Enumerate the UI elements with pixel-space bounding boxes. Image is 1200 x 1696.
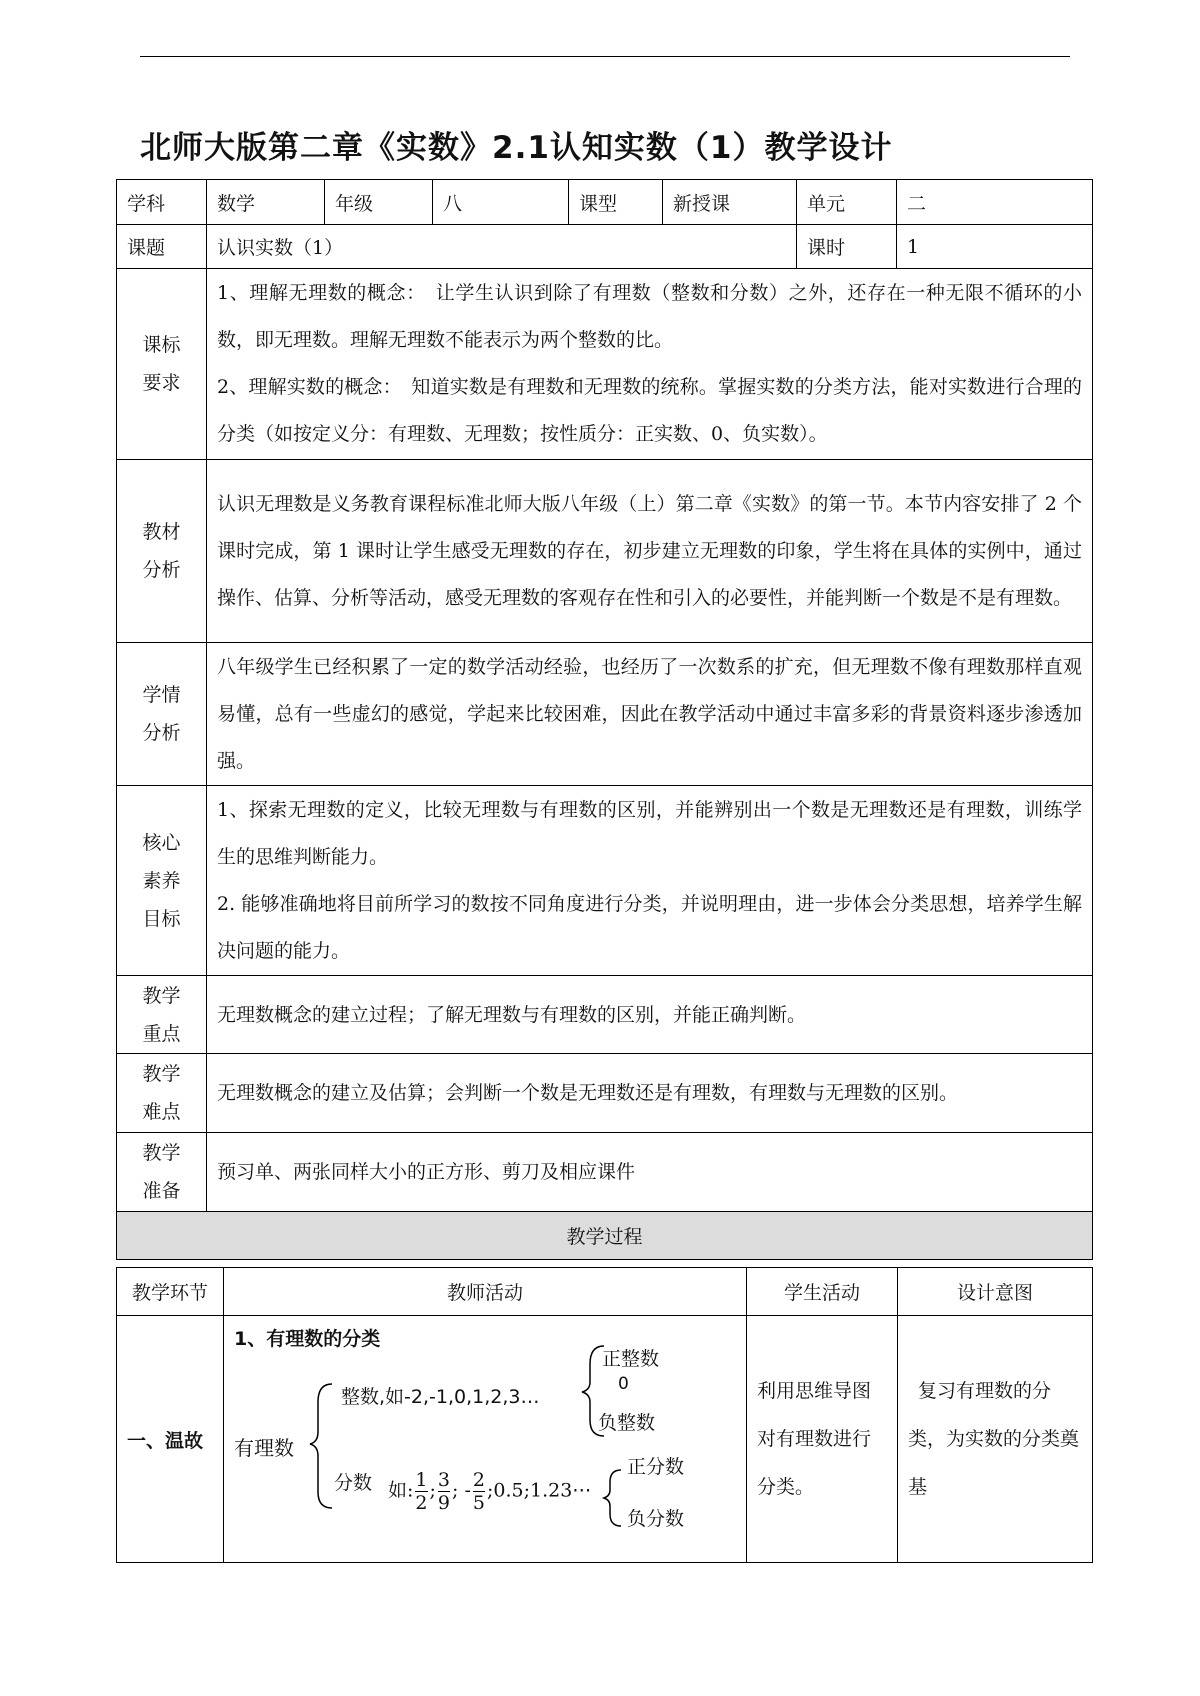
key-content: 无理数概念的建立过程；了解无理数与有理数的区别，并能正确判断。 (207, 976, 1093, 1054)
type-label: 课型 (569, 180, 663, 225)
difficulty-row (117, 1054, 1093, 1133)
textbook-row (117, 460, 1093, 643)
col-teacher: 教师活动 (224, 1268, 747, 1316)
student-activity-review: 利用思维导图对有理数进行分类。 (747, 1316, 898, 1563)
curriculum-row (117, 269, 1093, 460)
textbook-content: 认识无理数是义务教育课程标准北师大版八年级（上）第二章《实数》的第一节。本节内容安排了 2 个课时完成，第 1 课时让学生感受无理数的存在，初步建立无理数的印象，学生将在具体的实例中，通过操作、估算、分析等活动，感受无理数的客观存在性和引入的必要性，并能判断一个数是不是有理数。 (207, 460, 1093, 643)
textbook-label: 教材分析 (117, 460, 207, 643)
col-stage: 教学环节 (117, 1268, 224, 1316)
curriculum-content (207, 269, 1093, 460)
period-value: 1 (897, 225, 1093, 269)
process-row-review (117, 1316, 1093, 1563)
unit-value: 二 (897, 180, 1093, 225)
type-value: 新授课 (663, 180, 797, 225)
node-zero: 0 (618, 1374, 629, 1394)
unit-label: 单元 (797, 180, 897, 225)
core-row (117, 786, 1093, 976)
period-label: 课时 (797, 225, 897, 269)
students-label: 学情分析 (117, 643, 207, 786)
header-rule (140, 56, 1070, 57)
subject-value: 数学 (207, 180, 325, 225)
curriculum-label: 课标要求 (117, 269, 207, 460)
node-rational: 有理数 (234, 1436, 294, 1460)
students-row (117, 643, 1093, 786)
key-row (117, 976, 1093, 1054)
prep-content: 预习单、两张同样大小的正方形、剪刀及相应课件 (207, 1133, 1093, 1212)
design-intent-review: 复习有理数的分类，为实数的分类奠基 (898, 1316, 1093, 1563)
node-fractions: 分数 (334, 1472, 373, 1494)
classification-heading: 1、有理数的分类 (234, 1328, 381, 1350)
rational-classification-diagram (234, 1324, 736, 1554)
process-table (116, 1267, 1093, 1563)
node-positive-integers: 正整数 (602, 1348, 660, 1370)
info-row-2 (117, 225, 1093, 269)
info-row-1 (117, 180, 1093, 225)
prep-row (117, 1133, 1093, 1212)
students-content: 八年级学生已经积累了一定的数学活动经验，也经历了一次数系的扩充，但无理数不像有理数那样直观易懂，总有一些虚幻的感觉，学起来比较困难，因此在教学活动中通过丰富多彩的背景资料逐步渗透加强。 (207, 643, 1093, 786)
node-positive-fractions: 正分数 (627, 1456, 685, 1478)
stage-review: 一、温故 (117, 1316, 224, 1563)
key-label: 教学重点 (117, 976, 207, 1054)
teacher-activity-review (224, 1316, 747, 1563)
col-student: 学生活动 (747, 1268, 898, 1316)
core-content (207, 786, 1093, 976)
curriculum-p2: 2、理解实数的概念： 知道实数是有理数和无理数的统称。掌握实数的分类方法，能对实数进行合理的分类（如按定义分：有理数、无理数；按性质分：正实数、0、负实数）。 (217, 376, 1082, 445)
document-title: 北师大版第二章《实数》2.1认知实数（1）教学设计 (140, 130, 893, 166)
curriculum-p1: 1、理解无理数的概念： 让学生认识到除了有理数（整数和分数）之外，还存在一种无限不循环的小数，即无理数。理解无理数不能表示为两个整数的比。 (217, 282, 1082, 351)
difficulty-content: 无理数概念的建立及估算；会判断一个数是无理数还是有理数，有理数与无理数的区别。 (207, 1054, 1093, 1133)
node-negative-integers: 负整数 (598, 1412, 656, 1434)
prep-label: 教学准备 (117, 1133, 207, 1212)
node-integers: 整数,如-2,-1,0,1,2,3… (341, 1386, 540, 1408)
subject-label: 学科 (117, 180, 207, 225)
core-label: 核心素养目标 (117, 786, 207, 976)
topic-label: 课题 (117, 225, 207, 269)
process-columns-row (117, 1268, 1093, 1316)
grade-label: 年级 (325, 180, 433, 225)
process-header: 教学过程 (117, 1212, 1093, 1260)
process-header-row (117, 1212, 1093, 1260)
grade-value: 八 (433, 180, 569, 225)
fraction-examples: 如: $\frac{1}{2}$ ; $\frac{3}{9}$ ; - $\frac{2}{5}$ ;0.5;1.23⋯ (388, 1469, 592, 1514)
difficulty-label: 教学难点 (117, 1054, 207, 1133)
col-intent: 设计意图 (898, 1268, 1093, 1316)
core-p2: 2. 能够准确地将目前所学习的数按不同角度进行分类，并说明理由，进一步体会分类思想，培养学生解决问题的能力。 (217, 892, 1082, 962)
node-negative-fractions: 负分数 (627, 1508, 685, 1530)
core-p1: 1、探索无理数的定义，比较无理数与有理数的区别，并能辨别出一个数是无理数还是有理数，训练学生的思维判断能力。 (217, 798, 1082, 868)
topic-value: 认识实数（1） (207, 225, 797, 269)
lesson-plan-table (116, 179, 1093, 1260)
